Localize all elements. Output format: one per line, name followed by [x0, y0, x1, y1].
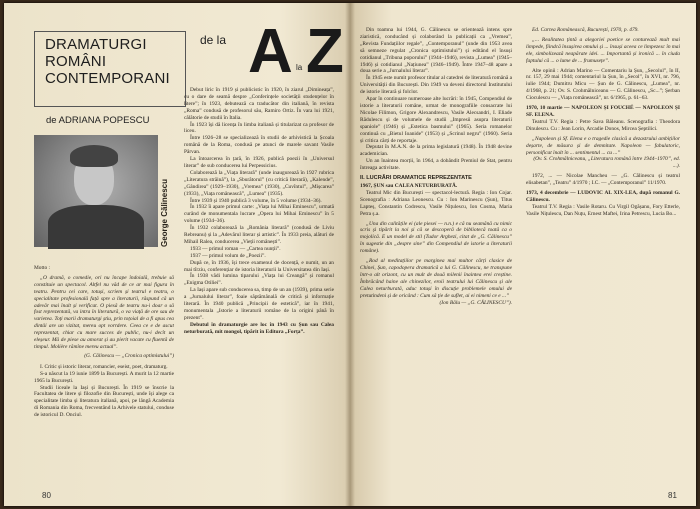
bio-paragraph: În 1932 îi apare primul carte: „Viața lui Mihai Eminescu”, urmată curând de monumentala lucrare „Opera lui Mihai Eminescu” în 5 volume (1934–36).: [184, 204, 334, 225]
right-column-2: [526, 27, 680, 489]
byline: de ADRIANA POPESCU: [46, 115, 150, 126]
quote-source: (Ion Bălu — „G. CĂLINESCU”).: [439, 299, 512, 306]
right-column-1: [360, 27, 512, 489]
left-page: [4, 3, 350, 506]
motto-source: (G. Călinescu — „Cronica optimistului”): [84, 352, 174, 359]
critic-quote: „... Realitatea țintă a alegoriei poetice se conturează mult mai limpede, fiindcă însușirea omului și ... însuși aceea ce limpezesc în mai ele, simbolizează neapărate idei. ... Importantă și ironică ... în ciuda faptului că ... o lume de ... frumusețe”.: [526, 36, 680, 64]
bio-paragraph: După ce, în 1936, își trece examenul de docență, e numit, un an mai tîrziu, conferențiar de istoria literaturii la Universitatea din Iași.: [184, 259, 334, 273]
critic-quote: „Rod al meditațiilor pe marginea mai multor cărți clasice de Chinei, Șun, capodopera dramatică a lui G. Călinescu, ne transpune într-o alt orizont, cu un mult de două milenii înaintea erei creștine. Îmbrăcând haine ale chinezilor, eroii teatrului lui Călinescu și ale Calea neturburată, aduc totuși în discuție problemele omului de pretutindeni și de oricând : Cum să ție de suflet, ai ei nimeni ce e ...”: [360, 258, 512, 299]
other-opinions: 1972, ... — Nicolae Mancheu — „G. Călinescu și teatrul elisabetan”, „Teatru” 4/1970 ; I.C. — „Contemporanul” 11/1970.: [526, 173, 680, 187]
motto-text: „O dramă, o comedie, ori nu încape îndoială, trebuie să constituie un spectacol. Altfel nu văd de ce ar mai figura în teatru. Pentru cei care, totuși, scriem și teatrul e teatru, o specialitate profesională față spre a literaturii, răspund că un adevăr mai înalt și verificat. O piesă de teatru nu-i doar o să fost reprezentată, va intra în literatură, o va viață de ore sau de varietea. Toți marii dramaturgi știu, prin toțoial de a fi apus cea dintâi are un vizitat, mereu opt vorrdere. Ceea ce e de ascut reprezentat, chiar cu mare succes de public, nu-i decît un eleșeur. Mă de piese au amorat și au pierit vacate cu fluentă de timpul. Molière rămîne mereu actual”.: [34, 274, 174, 350]
section-heading: II. LUCRĂRI DRAMATICE REPREZENTATE: [360, 175, 472, 182]
play-details: Teatrul T.V. Regia : Petre Sava Băleanu. Scenografia : Theodora Dinulescu. Cu : Jean Lorin, Arcadie Donos, Mircea Șeptilici.: [526, 118, 680, 132]
play-title: 1970, 10 martie — NAPOLEON ȘI FOUCHÉ — NAPOLEON ȘI SF. ELENA.: [526, 105, 680, 118]
page-number-right: 81: [668, 491, 677, 500]
bio-paragraph: Un an înaintea morții, în 1964, a dobândit Premiul de Stat, pentru întreaga activitate.: [360, 158, 512, 172]
bio-paragraph: I. Critic și istoric literar, romancier, eseist, poet, dramaturg.: [40, 363, 168, 370]
left-column-1: [34, 265, 174, 490]
book-spread: [4, 3, 696, 506]
bio-paragraph: 1933 — primul roman — „Cartea nunții”.: [190, 245, 281, 252]
title-letter-z: Z: [306, 17, 344, 86]
bio-paragraph: Între 1926–28 se specializează în studii de arhivistică la Școala română de la Roma, condusă pe atunci de marele savant Vasile Pârvan.: [184, 135, 334, 156]
portrait-name: George Călinescu: [160, 178, 169, 247]
play-title: 1967, ȘUN sau CALEA NETURBURATĂ.: [360, 183, 458, 190]
quote-source: (Ov. S. Crohmălniceanu, „Literatura română între 1944–1970”, ed. ...).: [533, 156, 680, 170]
other-opinions: Alte opinii : Adrian Marino — Comentariu la Șun, „Secolul”, în II, nr. 157, 29 mai 1944; comentariul la Șun, în „Secol”, în XVI, nr. 796, iulie 1944; Dumitru Micu — Șun de G. Călinescu, „Lumea”, nr. 4/1968, p. 21; Ov. S. Crohmălniceanu — G. Călinescu, „Sc...”; Șerban Cioculescu — „Viața românească”, nr. 6/1965, p. 61–63.: [526, 67, 680, 102]
critic-quote: „Una din calitățile ei (ale piesei — n.n.) e că nu seamănă cu nimic scris și tipărit la noi și că se descoperă de bibliotecă toată ca o mojolică. E un model de stil (Tudor Arghezi, citat de „G. Călinescu” în sugestie din „despre sine” din Compendiul de istorie a literaturii române).: [360, 220, 512, 255]
bio-paragraph: La Iași apare sub conducerea sa, timp de un an (1939), prima serie a „Jurnalului literar”, foaie săptămânală de critică și informație literară. În 1940 publică „Principii de estetică”, iar în 1941, monumentala „Istorie a literaturii române de la origini până în prezent”.: [184, 287, 334, 321]
book-gutter: [345, 3, 355, 506]
bio-paragraph: Debut liric în 1919 și publicistic în 1920, în ziarul „Dimineața”, cu o dare de seamă despre „Conferințele societății studențelor în litere”; în 1923, debutează ca traducător din italiană, în revista „Roma” condusă de profesorul său, Ramiro Ortiz. În vara lui 1921, călătorie de studii în Italia.: [184, 87, 334, 121]
bio-paragraph: În 1923 își dă licența în limba italiană și titularizat ca profesor de liceu.: [184, 121, 334, 135]
citation: Ed. Cartea Românească, București, 1970, p. 479.: [532, 27, 639, 33]
bio-paragraph: Din toamna lui 1944, G. Călinescu se orientează intens spre ziaristică, conducând și colaborând la publicații ca „Vremea”, „Revista Fundațiilor regale”, „Contemporanul” (unde din 1953 avea să semneze regulat „Cronica optimistului”) și editând el însuși cotidianul „Tribuna poporului” (1944–1946), revista „Lumea” (1945–1946) și cotidianul „Națiunea” (1946–1949). Între 1947–48 apare a doua serie a „Jurnalului literar”.: [360, 27, 512, 75]
bio-paragraph: La întoarcerea în țară, în 1926, publică poezii în „Universul literar” de sub conducerea lui Perpessicius.: [184, 156, 334, 169]
motto-label: Motto :: [34, 265, 51, 271]
title-dela: de la: [200, 33, 227, 47]
portrait-coat: [48, 205, 144, 249]
play-details: Teatrul Mic din București — spectacol-lectură. Regia : Ion Cojar. Scenografia : Adriana Leonescu. Cu : Ion Marinescu (Șun), Titus Lapteș, Constantin Codrescu, Vasile Nițulescu, Ion Cosma, Maria Petra ș.a.: [360, 189, 512, 217]
page-number-left: 80: [42, 491, 51, 500]
play-details: Teatrul T.V. Regia : Vasile Rotaru. Cu Virgil Ogășanu, Fory Etterle, Vasile Nițulescu, Dan Nuțu, Ernest Maftei, Irina Petrescu, Lucia Bo...: [526, 203, 680, 217]
bio-paragraph: Deputat în M.A.N. de la prima legislatură (1948). În 1948 devine academician.: [360, 144, 512, 158]
critic-quote: „Napoleon și Sf. Elena e o tragedie clasică a dezastrului ambițiilor deșarte, de măsura și de demnitate. Napoleon — fabulatoric, personificat înalt în ... sentimentul ... cu ...”: [526, 135, 680, 156]
left-column-2: [184, 87, 334, 492]
bio-paragraph: Studii liceale la Iași și București. În 1919 se înscrie la Facultatea de litere și filozofie din București, unde își alege ca specialitate limba și literatura italiană, apoi, pe lângă Academia di Romania din Roma, frecventând la Arhivele statului, conduse de istoricul D. Onciul.: [34, 384, 174, 419]
title-box: [34, 31, 186, 107]
bio-paragraph: În 1932 colaborează la „România literară” (condusă de Liviu Rebreanu) și la „Adevărul literar și artistic”. În 1933 preia, alături de Mihail Ralea, conducerea „Vieții românești”.: [184, 225, 334, 245]
bio-paragraph: Colaborează la „Viața literară” (unde inaugurează în 1927 rubrica „Literatura străină”), la „Sburătorul” (cu critică literară), „Kalende”, „Gândirea” (1929–1930), „Vremea” (1930), „Cuvîntul”, „Mișcarea” (1933), „Viața românească”, „Lumea” (1935).: [184, 169, 334, 197]
portrait-hair: [70, 145, 118, 167]
bio-paragraph: În 1938 vădi lumina tiparului „Viața lui Creangă” și romanul „Enigma Otiliei”.: [184, 273, 334, 287]
title-letter-a: A: [248, 17, 293, 86]
right-page: [350, 3, 696, 506]
portrait-photo: [34, 135, 158, 247]
bio-paragraph: În 1945 este numit profesor titular al catedrei de literatură română a Universității din București. Din 1949 va deveni directorul Institutului de istorie literară și folclor.: [360, 75, 512, 96]
bio-paragraph: Debutul în dramaturgie are loc în 1943 cu Șun sau Calea neturburată, mit mongol, tipărit în Editura „Forța”.: [184, 321, 334, 335]
page-title: DRAMATURGI ROMÂNI CONTEMPORANI: [45, 36, 170, 87]
bio-paragraph: Între 1939 și 1940 publică 3 volume, în 5 volume (1934–36).: [190, 197, 322, 204]
bio-paragraph: Apar în continuare numeroase alte lucrări: în 1945, Compendiul de istorie a literaturii române, urmat de monografiile consacrate lui Nicolae Filimon, Grigore Alexandrescu, Vasile Alecsandri, I. Eliade Rădulescu și de volumele de studii „Impresii asupra literaturii spaniole” (1946) și „Estetica basmului” (1965). Seria romanelor continuă cu „Bietul Ioanide” (1953) și „Scrinul negru” (1960). Seria și critica cărți de reportaje.: [360, 96, 512, 144]
bio-paragraph: 1937 — primul volum de „Poezii”.: [190, 252, 266, 259]
play-title: 1973, 4 decembrie — LUDOVIC AL XIX-LEA, după romanul G. Călinescu.: [526, 190, 680, 203]
title-la: la: [296, 63, 303, 72]
bio-paragraph: S-a născut la 19 iunie 1899 la București. A murit la 12 martie 1965 la București.: [34, 370, 174, 384]
